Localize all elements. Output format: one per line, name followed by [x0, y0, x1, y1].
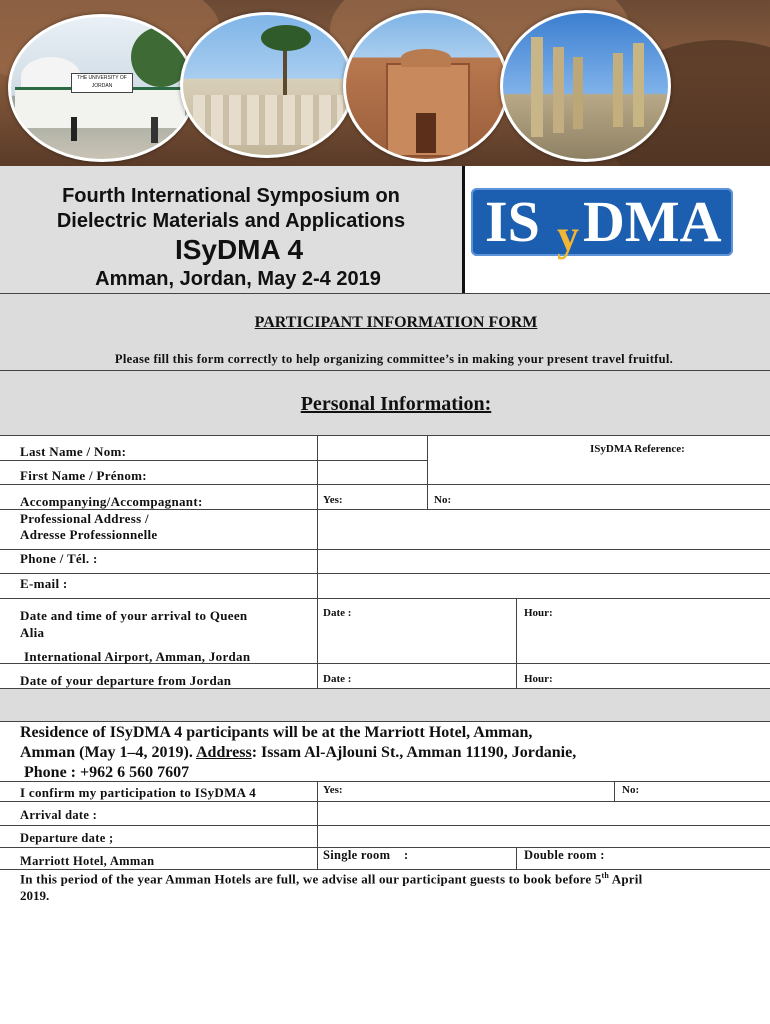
section-title-personal-information: Personal Information: [300, 393, 492, 415]
arrival-label-line3: International Airport, Amman, Jordan [24, 649, 251, 664]
university-sign: THE UNIVERSITY OF JORDAN [71, 73, 133, 93]
jerash-columns-photo [500, 10, 671, 162]
last-name-label: Last Name / Nom: [20, 444, 127, 459]
spacer-band [0, 689, 770, 721]
booking-advice-year: 2019. [20, 888, 50, 903]
table-line [317, 781, 318, 869]
symposium-title-panel [0, 166, 462, 293]
address-label-line2: Adresse Professionnelle [20, 527, 158, 542]
confirm-participation-label: I confirm my participation to ISyDMA 4 [20, 785, 256, 800]
logo-text-dma: DMA [583, 189, 722, 254]
table-line [0, 598, 770, 599]
accompanying-label: Accompanying/Accompagnant: [20, 494, 203, 509]
divider [0, 293, 770, 294]
symposium-title-line1: Fourth International Symposium on [62, 185, 400, 207]
address-field[interactable] [318, 510, 770, 549]
table-line [614, 781, 615, 801]
residence-dates: Amman (May 1–4, 2019). [20, 744, 196, 761]
email-field[interactable] [318, 574, 770, 598]
residence-line1: Residence of ISyDMA 4 participants will be at the Marriott Hotel, Amman, [20, 724, 533, 741]
arrival-hour-field[interactable]: Hour: [524, 607, 553, 619]
hotel-departure-field[interactable] [318, 826, 770, 847]
accompanying-yes-option[interactable]: Yes: [323, 494, 343, 506]
petra-treasury-photo [343, 10, 509, 162]
departure-hour-field[interactable]: Hour: [524, 673, 553, 685]
hotel-phone: Phone : +962 6 560 7607 [24, 764, 190, 781]
first-name-label: First Name / Prénom: [20, 468, 147, 483]
ordinal-suffix: th [601, 871, 610, 880]
table-line [516, 847, 517, 869]
form-instruction: Please fill this form correctly to help organizing committee’s in making your present travel fruitful. [114, 352, 674, 366]
single-room-option[interactable]: Single room : [323, 848, 409, 862]
form-title: PARTICIPANT INFORMATION FORM [254, 314, 538, 331]
confirm-yes-option[interactable]: Yes: [323, 784, 343, 796]
accompanying-no-option[interactable]: No: [434, 494, 452, 506]
double-room-option[interactable]: Double room : [524, 848, 605, 862]
arrival-date-field[interactable]: Date : [323, 607, 352, 619]
departure-label: Date of your departure from Jordan [20, 673, 232, 688]
address-label: Address [195, 744, 252, 761]
booking-advice-month: April [609, 871, 643, 887]
header-banner-photos [0, 0, 770, 166]
hotel-address: : Issam Al-Ajlouni St., Amman 11190, Jordanie, [251, 744, 577, 761]
residence-line2 [20, 744, 576, 762]
booking-advice-text: In this period of the year Amman Hotels are full, we advise all our participant guests to book before 5 [20, 871, 602, 887]
symposium-title-line2: Dielectric Materials and Applications [56, 210, 406, 232]
table-line [516, 598, 517, 688]
first-name-field[interactable] [318, 461, 426, 484]
table-line [0, 869, 770, 870]
confirm-no-option[interactable]: No: [622, 784, 640, 796]
amman-city-photo [180, 12, 354, 158]
isydma-logo [471, 188, 733, 260]
reference-field[interactable] [428, 460, 770, 484]
arrival-label-line2: Alia [20, 625, 45, 640]
reference-label: ISyDMA Reference: [590, 443, 685, 455]
phone-label: Phone / Tél. : [20, 551, 98, 566]
symposium-acronym: ISyDMA 4 [174, 234, 304, 265]
email-label: E-mail : [20, 576, 68, 591]
table-line [0, 781, 770, 782]
logo-text-is: IS [485, 189, 540, 254]
last-name-field[interactable] [318, 436, 426, 460]
hotel-name-label: Marriott Hotel, Amman [20, 854, 155, 868]
table-line [0, 484, 770, 485]
section-band [0, 371, 770, 435]
booking-advice-note [20, 871, 765, 887]
logo-text-y: y [557, 211, 579, 260]
arrival-date-label: Arrival date : [20, 808, 98, 822]
departure-date-field[interactable]: Date : [323, 673, 352, 685]
phone-field[interactable] [318, 550, 770, 573]
logo-panel [465, 166, 770, 293]
departure-date-label: Departure date ; [20, 831, 114, 845]
hotel-arrival-field[interactable] [318, 802, 770, 825]
form-title-band [0, 293, 770, 371]
table-line [0, 721, 770, 722]
address-label-line1: Professional Address / [20, 511, 149, 526]
symposium-location-date: Amman, Jordan, May 2-4 2019 [95, 268, 381, 290]
arrival-label-line1: Date and time of your arrival to Queen [20, 608, 248, 623]
university-photo [8, 14, 196, 162]
